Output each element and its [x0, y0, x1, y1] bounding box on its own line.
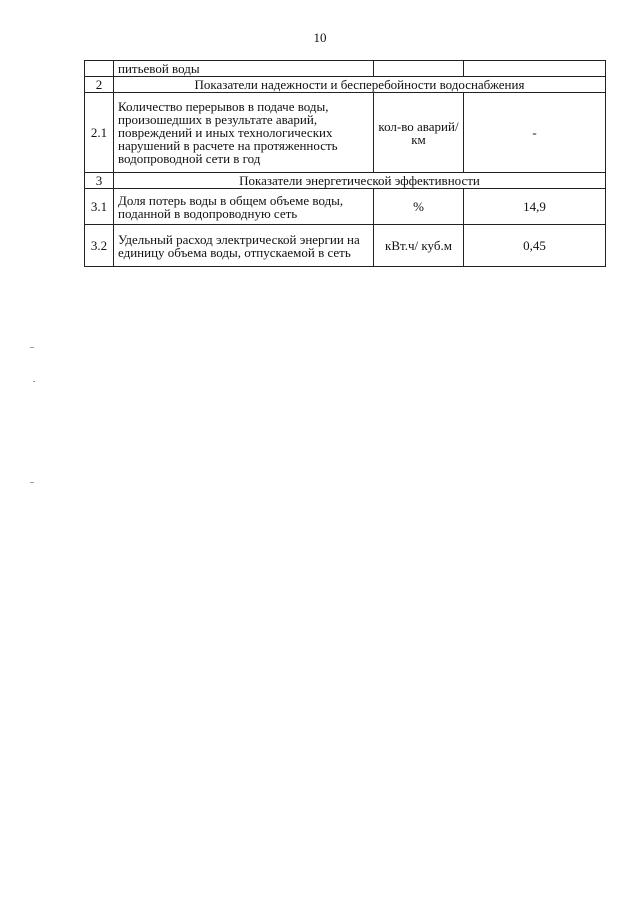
value-cell: 0,45 — [464, 225, 606, 267]
page-number: 10 — [313, 30, 327, 45]
value-cell — [464, 61, 606, 77]
unit-cell: % — [374, 189, 464, 225]
table-row-2-1 — [85, 93, 606, 173]
row-number-cell: 3.1 — [85, 189, 114, 225]
unit-cell — [374, 61, 464, 77]
unit-cell: кВт.ч/ куб.м — [374, 225, 464, 267]
section-number-cell: 2 — [85, 77, 114, 93]
unit-cell: кол-во аварий/км — [374, 93, 464, 173]
section-row-2 — [85, 77, 606, 93]
row-number-cell: 3.2 — [85, 225, 114, 267]
row-number-cell: 2.1 — [85, 93, 114, 173]
value-cell: - — [464, 93, 606, 173]
table-row-continued — [85, 61, 606, 77]
row-number-cell — [85, 61, 114, 77]
indicator-name-cell: Удельный расход электрической энергии на единицу объема воды, отпускаемой в сеть — [114, 225, 374, 267]
indicator-name-cell: питьевой воды — [114, 61, 374, 77]
table-row-3-1 — [85, 189, 606, 225]
section-number-cell: 3 — [85, 173, 114, 189]
table-row-3-2 — [85, 225, 606, 267]
indicator-name-cell: Доля потерь воды в общем объеме воды, поданной в водопроводную сеть — [114, 189, 374, 225]
section-title-cell: Показатели энергетической эффективности — [114, 173, 606, 189]
scan-speck — [30, 347, 34, 348]
section-row-3 — [85, 173, 606, 189]
indicator-name-cell: Количество перерывов в подаче воды, произошедших в результате аварий, повреждений и иных технологических нарушений в расчете на протяженность водопроводной сети в год — [114, 93, 374, 173]
scan-speck — [33, 381, 35, 382]
indicators-table — [84, 60, 606, 267]
scan-speck — [30, 482, 34, 483]
section-title-cell: Показатели надежности и бесперебойности водоснабжения — [114, 77, 606, 93]
value-cell: 14,9 — [464, 189, 606, 225]
